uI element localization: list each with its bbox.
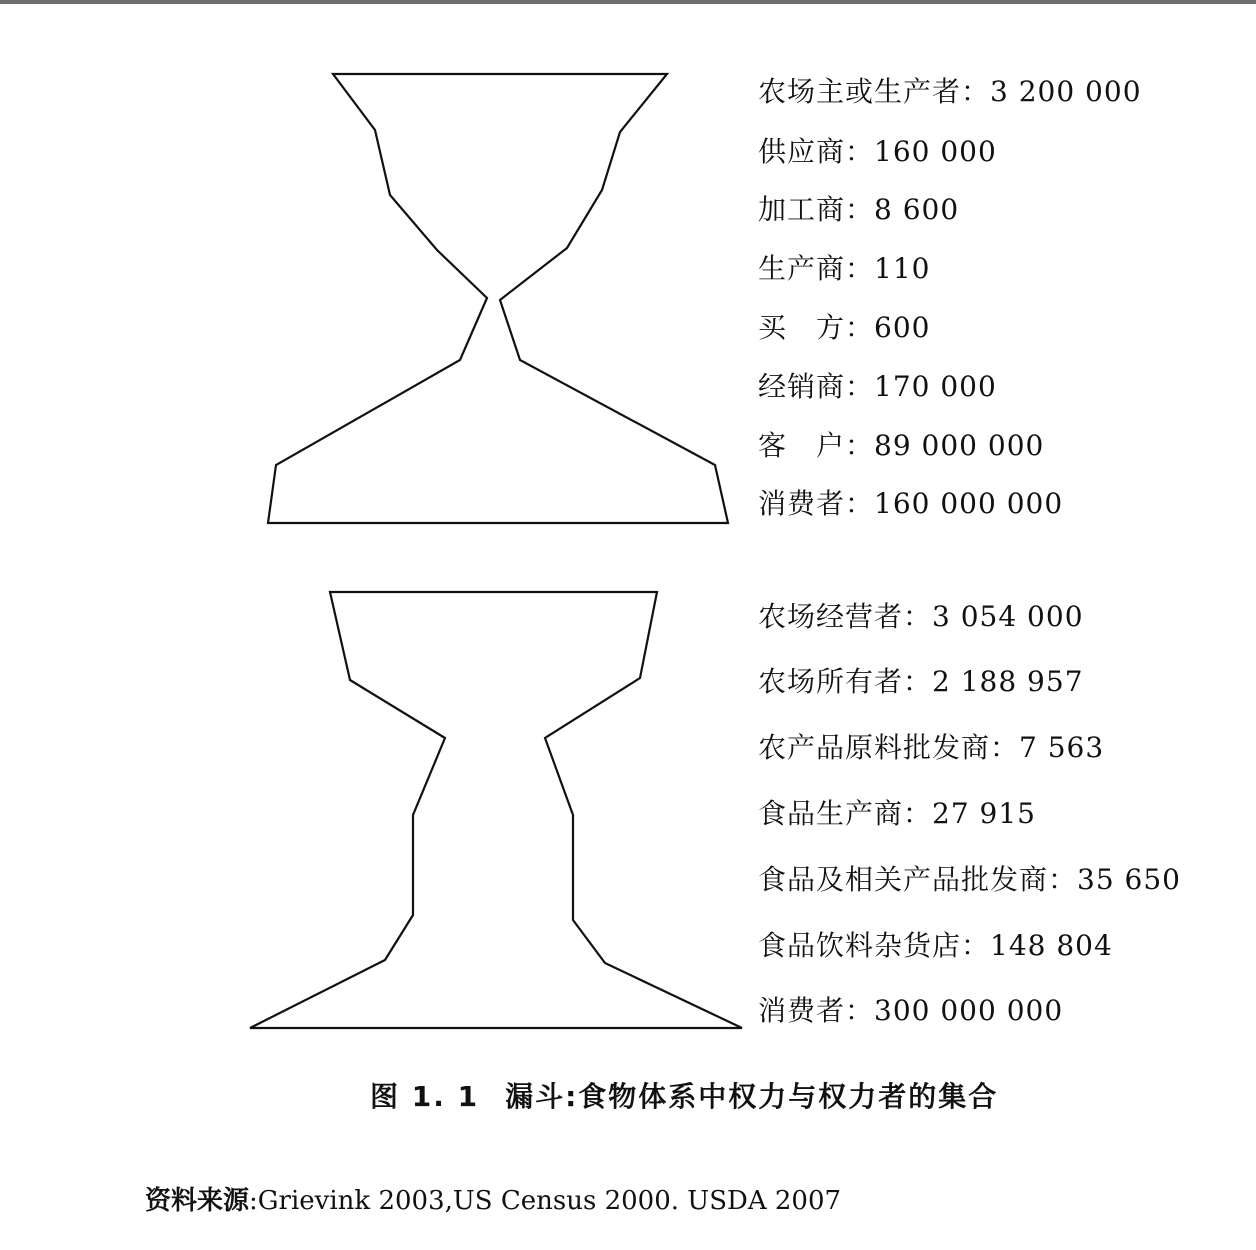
top-funnel-label: 客 户：89 000 000	[758, 429, 1045, 462]
source-text: :Grievink 2003,US Census 2000. USDA 2007	[249, 1186, 842, 1216]
bottom-funnel-label: 消费者：300 000 000	[758, 994, 1064, 1027]
bottom-funnel-label: 农场所有者：2 188 957	[758, 665, 1084, 698]
source-note	[145, 1180, 841, 1217]
top-funnel-label: 农场主或生产者：3 200 000	[758, 75, 1142, 108]
bottom-funnel-label: 食品生产商：27 915	[758, 797, 1036, 830]
figure-title: 漏斗:食物体系中权力与权力者的集合	[505, 1080, 999, 1113]
bottom-funnel-label: 农场经营者：3 054 000	[758, 600, 1084, 633]
bottom-funnel-label: 食品及相关产品批发商：35 650	[758, 863, 1181, 896]
top-funnel-label: 供应商：160 000	[758, 135, 997, 168]
figure-number: 图 1. 1	[370, 1080, 480, 1113]
figure-caption	[370, 1075, 998, 1115]
bottom-funnel-label: 食品饮料杂货店：148 804	[758, 929, 1113, 962]
bottom-funnel-label: 农产品原料批发商：7 563	[758, 731, 1105, 764]
hourglass-funnel-shape-top	[268, 74, 728, 523]
top-funnel-label: 买 方：600	[758, 311, 931, 344]
top-funnel-label: 消费者：160 000 000	[758, 487, 1064, 520]
source-label: 资料来源	[145, 1186, 250, 1216]
top-funnel-label: 经销商：170 000	[758, 370, 997, 403]
top-funnel-label: 加工商：8 600	[758, 193, 960, 226]
goblet-funnel-shape-bottom	[250, 592, 742, 1028]
top-funnel-label: 生产商：110	[758, 252, 931, 285]
